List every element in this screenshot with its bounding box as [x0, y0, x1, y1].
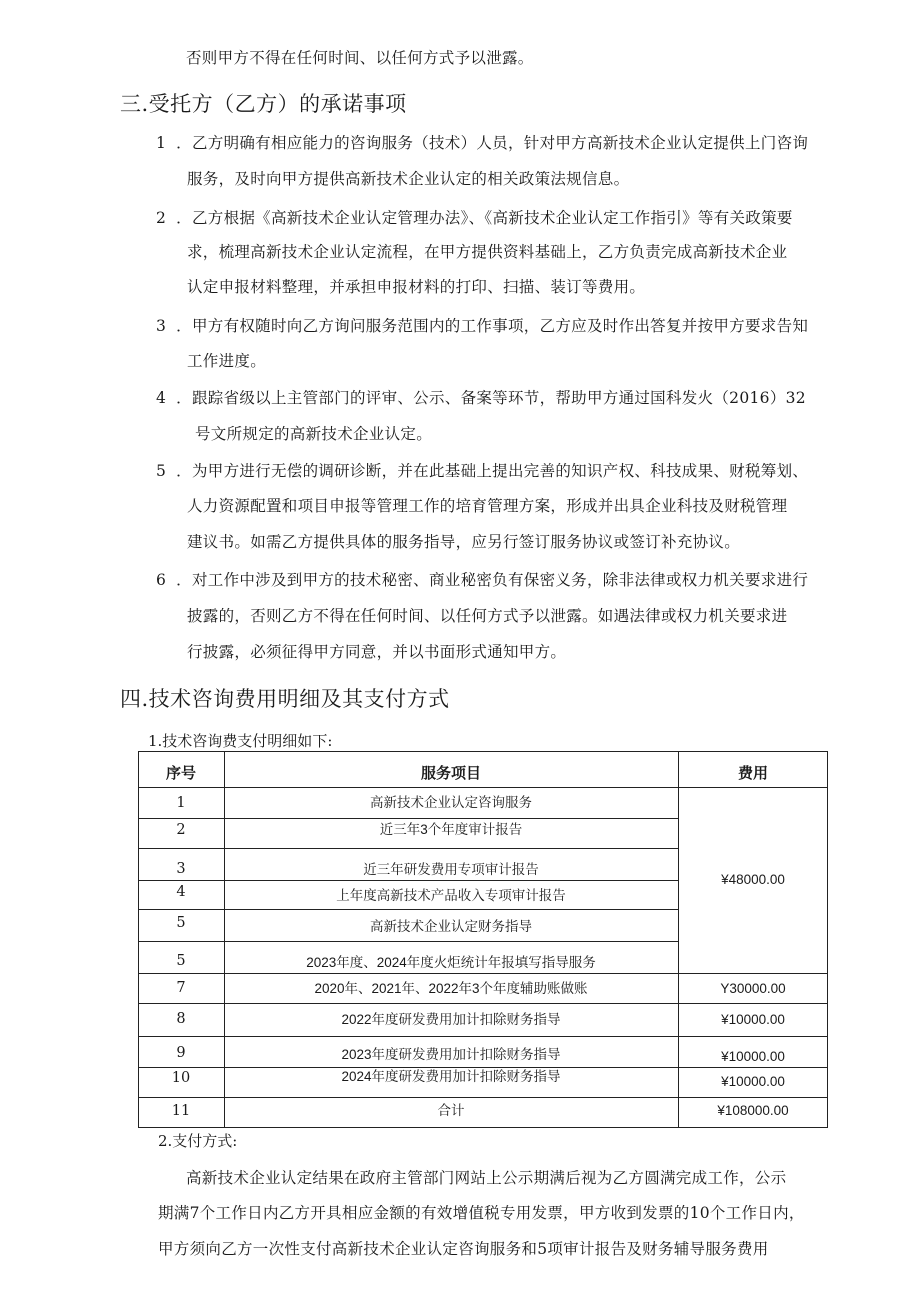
- item-text: ．乙方根据《高新技术企业认定管理办法》、《高新技术企业认定工作指引》等有关政策要: [176, 209, 793, 227]
- row-item: 2023年度研发费用加计扣除财务指导: [341, 1047, 561, 1062]
- table-border: [138, 1067, 828, 1068]
- row-item: 高新技术企业认定咨询服务: [370, 795, 532, 810]
- table-border: [138, 787, 828, 788]
- list-item: [156, 206, 793, 228]
- item-text: 工作进度。: [187, 352, 267, 370]
- item-text: ．甲方有权随时向乙方询问服务范围内的工作事项，乙方应及时作出答复并按甲方要求告知: [176, 317, 809, 335]
- row-seq: 9: [176, 1045, 186, 1061]
- table-border: [678, 751, 679, 1128]
- header-fee: 费用: [737, 765, 768, 782]
- item-text: 服务，及时向甲方提供高新技术企业认定的相关政策法规信息。: [187, 170, 630, 188]
- row-seq: 11: [171, 1103, 191, 1119]
- list-item: [156, 386, 806, 408]
- table-border: [138, 1127, 828, 1128]
- merged-fee: ¥48000.00: [721, 872, 785, 887]
- payment-subheading: 2.支付方式:: [158, 1132, 238, 1150]
- item-text: 披露的，否则乙方不得在任何时间、以任何方式予以泄露。如遇法律或权力机关要求进: [187, 607, 788, 625]
- list-item: [156, 314, 808, 336]
- row-seq: 4: [176, 884, 186, 900]
- list-item: [156, 131, 808, 153]
- item-text: 行披露，必须征得甲方同意，并以书面形式通知甲方。: [187, 643, 567, 661]
- table-border: [138, 909, 678, 910]
- row-item: 近三年研发费用专项审计报告: [363, 862, 539, 877]
- item-text: ．为甲方进行无偿的调研诊断，并在此基础上提出完善的知识产权、科技成果、财税筹划、: [176, 462, 809, 480]
- row-item: 2022年度研发费用加计扣除财务指导: [341, 1012, 561, 1027]
- row-item: 高新技术企业认定财务指导: [370, 919, 532, 934]
- row-item: 2023年度、2024年度火炬统计年报填写指导服务: [306, 955, 596, 970]
- row-seq: 1: [176, 795, 186, 811]
- row-item-total: 合计: [437, 1103, 465, 1118]
- table-border: [138, 818, 678, 819]
- table-border: [138, 880, 678, 881]
- row-seq: 3: [176, 861, 186, 877]
- table-border: [138, 941, 678, 942]
- table-border: [138, 1097, 828, 1098]
- item-text: 认定申报材料整理，并承担申报材料的打印、扫描、装订等费用。: [187, 278, 646, 296]
- header-service-item: 服务项目: [420, 765, 481, 782]
- row-item: 上年度高新技术产品收入专项审计报告: [336, 888, 566, 903]
- item-number: 5: [156, 462, 167, 480]
- item-text: 求，梳理高新技术企业认定流程，在甲方提供资料基础上，乙方负责完成高新技术企业: [187, 243, 788, 261]
- intro-line: 否则甲方不得在任何时间、以任何方式予以泄露。: [186, 49, 534, 67]
- item-number: 6: [156, 571, 167, 589]
- payment-line: 高新技术企业认定结果在政府主管部门网站上公示期满后视为乙方圆满完成工作，公示: [186, 1169, 787, 1187]
- list-item: [156, 568, 808, 590]
- item-text: ．跟踪省级以上主管部门的评审、公示、备案等环节，帮助甲方通过国科发火（2016）32: [176, 389, 806, 407]
- row-seq: 8: [176, 1011, 186, 1027]
- row-fee: ¥10000.00: [721, 1049, 785, 1064]
- row-fee: ¥10000.00: [721, 1012, 785, 1027]
- fee-detail-subheading: 1.技术咨询费支付明细如下:: [148, 732, 333, 750]
- item-text: ．乙方明确有相应能力的咨询服务（技术）人员，针对甲方高新技术企业认定提供上门咨询: [176, 134, 809, 152]
- payment-line: 甲方须向乙方一次性支付高新技术企业认定咨询服务和5项审计报告及财务辅导服务费用: [158, 1240, 769, 1258]
- item-number: 2: [156, 209, 167, 227]
- section-3-title: 三.受托方（乙方）的承诺事项: [120, 92, 407, 116]
- fee-table: [138, 751, 828, 1128]
- table-border: [138, 1003, 828, 1004]
- row-fee-total: ¥108000.00: [717, 1103, 789, 1118]
- item-text: 人力资源配置和项目申报等管理工作的培育管理方案，形成并出具企业科技及财税管理: [187, 497, 788, 515]
- row-seq: 10: [171, 1070, 191, 1086]
- item-number: 3: [156, 317, 167, 335]
- table-border: [138, 848, 678, 849]
- table-border: [138, 751, 828, 752]
- section-4-title: 四.技术咨询费用明细及其支付方式: [120, 687, 450, 711]
- row-item: 2020年、2021年、2022年3个年度辅助账做账: [314, 981, 588, 996]
- item-text: ．对工作中涉及到甲方的技术秘密、商业秘密负有保密义务，除非法律或权力机关要求进行: [176, 571, 809, 589]
- table-border: [827, 751, 828, 1128]
- table-border: [138, 973, 828, 974]
- item-number: 4: [156, 389, 167, 407]
- table-border: [138, 1036, 828, 1037]
- list-item: [156, 459, 808, 481]
- row-seq: 2: [176, 822, 186, 838]
- item-text: 建议书。如需乙方提供具体的服务指导，应另行签订服务协议或签订补充协议。: [187, 533, 741, 551]
- header-seq: 序号: [165, 765, 196, 782]
- row-fee: ¥10000.00: [721, 1074, 785, 1089]
- row-item: 近三年3个年度审计报告: [379, 822, 523, 837]
- row-fee: Y30000.00: [720, 981, 786, 996]
- row-seq: 7: [176, 980, 186, 996]
- row-seq: 5: [176, 953, 186, 969]
- item-number: 1: [156, 134, 167, 152]
- item-text: 号文所规定的高新技术企业认定。: [195, 425, 433, 443]
- row-item: 2024年度研发费用加计扣除财务指导: [341, 1069, 561, 1084]
- row-seq: 5: [176, 915, 186, 931]
- payment-line: 期满7个工作日内乙方开具相应金额的有效增值税专用发票，甲方收到发票的10个工作日内，: [158, 1204, 805, 1222]
